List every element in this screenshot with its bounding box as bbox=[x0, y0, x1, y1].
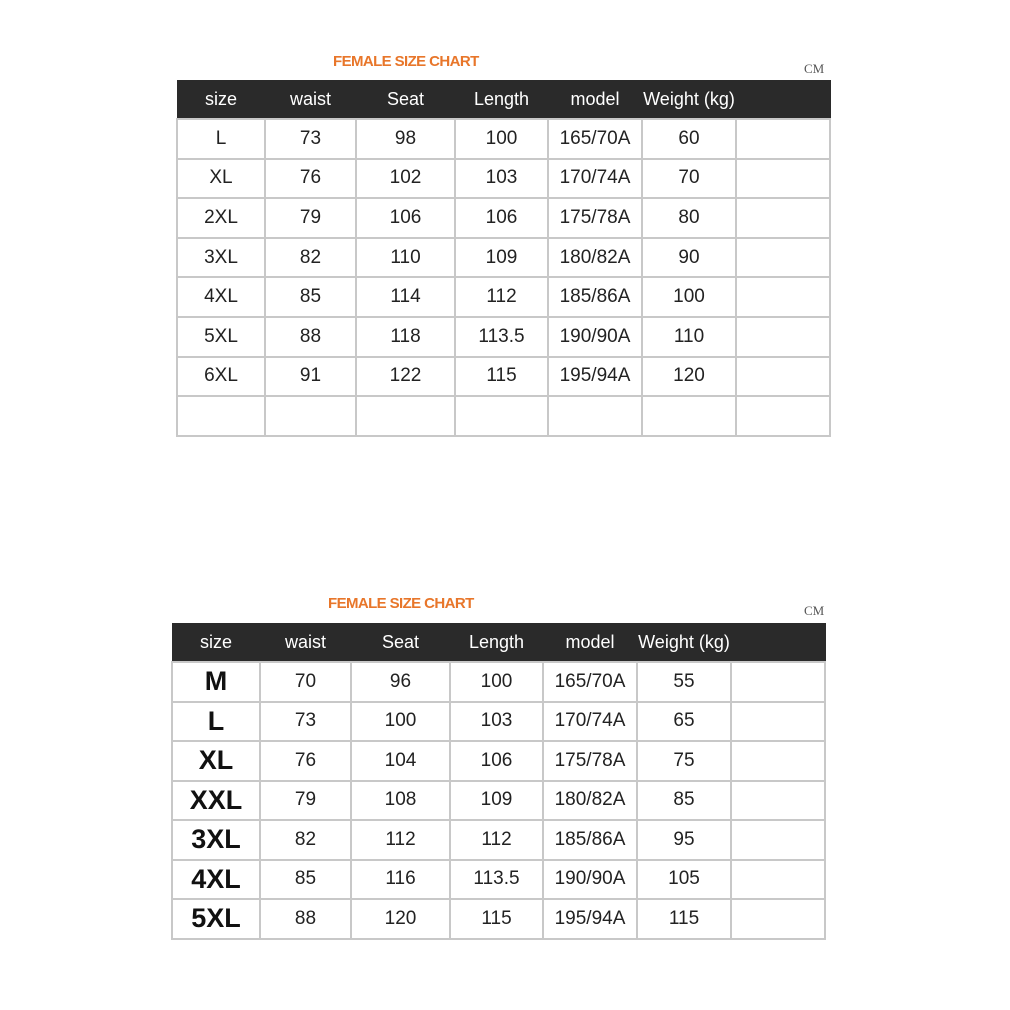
table-cell: 106 bbox=[450, 741, 543, 781]
table-cell: 116 bbox=[351, 860, 450, 900]
table-cell: 103 bbox=[450, 702, 543, 742]
table-cell: 70 bbox=[260, 662, 351, 702]
column-header bbox=[731, 623, 825, 662]
column-header: size bbox=[177, 80, 265, 119]
column-header: size bbox=[172, 623, 260, 662]
size-cell: L bbox=[177, 119, 265, 159]
table-cell: 103 bbox=[455, 159, 548, 199]
table-cell: 100 bbox=[455, 119, 548, 159]
table-cell: 73 bbox=[260, 702, 351, 742]
table-cell: 76 bbox=[260, 741, 351, 781]
table-cell: 95 bbox=[637, 820, 731, 860]
column-header: Weight (kg) bbox=[637, 623, 731, 662]
table-cell: 100 bbox=[642, 277, 736, 317]
table-cell bbox=[736, 198, 830, 238]
table-cell: 114 bbox=[356, 277, 455, 317]
table-cell: 106 bbox=[356, 198, 455, 238]
table-cell bbox=[736, 357, 830, 397]
column-header: Seat bbox=[351, 623, 450, 662]
table-cell: 118 bbox=[356, 317, 455, 357]
size-cell: 4XL bbox=[172, 860, 260, 900]
table-cell: 185/86A bbox=[548, 277, 642, 317]
table-cell: 175/78A bbox=[548, 198, 642, 238]
table-cell: 109 bbox=[450, 781, 543, 821]
table-cell: 98 bbox=[356, 119, 455, 159]
table-cell: 76 bbox=[265, 159, 356, 199]
size-cell: L bbox=[172, 702, 260, 742]
table-cell: 113.5 bbox=[455, 317, 548, 357]
table-header-row bbox=[177, 80, 830, 119]
table-row bbox=[172, 741, 825, 781]
table-cell: 120 bbox=[642, 357, 736, 397]
table-cell: 170/74A bbox=[543, 702, 637, 742]
table-cell: 195/94A bbox=[543, 899, 637, 939]
table-cell bbox=[265, 396, 356, 436]
table-cell: 112 bbox=[351, 820, 450, 860]
table-cell bbox=[455, 396, 548, 436]
table-cell: 165/70A bbox=[543, 662, 637, 702]
table-cell: 175/78A bbox=[543, 741, 637, 781]
column-header: Length bbox=[450, 623, 543, 662]
table-cell: 180/82A bbox=[548, 238, 642, 278]
column-header: Weight (kg) bbox=[642, 80, 736, 119]
table-row bbox=[177, 357, 830, 397]
table-cell: 85 bbox=[637, 781, 731, 821]
table-cell bbox=[736, 119, 830, 159]
table-cell: 110 bbox=[642, 317, 736, 357]
table-cell: 82 bbox=[260, 820, 351, 860]
size-cell: 5XL bbox=[172, 899, 260, 939]
column-header: waist bbox=[260, 623, 351, 662]
size-cell: 4XL bbox=[177, 277, 265, 317]
table-cell: 60 bbox=[642, 119, 736, 159]
table-row bbox=[172, 860, 825, 900]
column-header: model bbox=[543, 623, 637, 662]
table-cell: 79 bbox=[260, 781, 351, 821]
table-cell bbox=[642, 396, 736, 436]
table-cell: 85 bbox=[265, 277, 356, 317]
table-cell bbox=[731, 741, 825, 781]
table-cell bbox=[736, 396, 830, 436]
column-header bbox=[736, 80, 830, 119]
table-row bbox=[177, 119, 830, 159]
table-cell: 79 bbox=[265, 198, 356, 238]
table-cell: 110 bbox=[356, 238, 455, 278]
table-cell bbox=[731, 820, 825, 860]
table-cell bbox=[356, 396, 455, 436]
table-cell: 102 bbox=[356, 159, 455, 199]
table-cell: 91 bbox=[265, 357, 356, 397]
table-cell: 90 bbox=[642, 238, 736, 278]
table-cell: 109 bbox=[455, 238, 548, 278]
table-cell bbox=[731, 702, 825, 742]
table-row bbox=[177, 396, 830, 436]
table-cell bbox=[736, 159, 830, 199]
table-cell bbox=[731, 662, 825, 702]
table-cell bbox=[736, 317, 830, 357]
size-cell: M bbox=[172, 662, 260, 702]
table-cell: 180/82A bbox=[543, 781, 637, 821]
table-cell: 108 bbox=[351, 781, 450, 821]
column-header: Length bbox=[455, 80, 548, 119]
table-cell bbox=[731, 899, 825, 939]
size-cell: 5XL bbox=[177, 317, 265, 357]
table-cell: 73 bbox=[265, 119, 356, 159]
column-header: model bbox=[548, 80, 642, 119]
table-row bbox=[177, 277, 830, 317]
table-row bbox=[177, 159, 830, 199]
table-cell: 115 bbox=[450, 899, 543, 939]
column-header: waist bbox=[265, 80, 356, 119]
table-header-row bbox=[172, 623, 825, 662]
table-cell: 65 bbox=[637, 702, 731, 742]
table-cell: 88 bbox=[260, 899, 351, 939]
table-cell bbox=[731, 781, 825, 821]
table-cell: 165/70A bbox=[548, 119, 642, 159]
table-cell bbox=[548, 396, 642, 436]
unit-label: CM bbox=[804, 61, 825, 76]
table-cell: 170/74A bbox=[548, 159, 642, 199]
table-cell: 112 bbox=[450, 820, 543, 860]
table-cell: 100 bbox=[351, 702, 450, 742]
table-cell: 70 bbox=[642, 159, 736, 199]
table-cell: 190/90A bbox=[548, 317, 642, 357]
table-cell: 55 bbox=[637, 662, 731, 702]
table-cell: 100 bbox=[450, 662, 543, 702]
table-cell: 120 bbox=[351, 899, 450, 939]
table-cell: 113.5 bbox=[450, 860, 543, 900]
size-cell: 6XL bbox=[177, 357, 265, 397]
table-cell: 115 bbox=[455, 357, 548, 397]
table-row bbox=[177, 317, 830, 357]
table-cell: 122 bbox=[356, 357, 455, 397]
chart-title: FEMALE SIZE CHART bbox=[333, 53, 479, 70]
chart-title: FEMALE SIZE CHART bbox=[328, 595, 474, 612]
table-cell: 96 bbox=[351, 662, 450, 702]
table-cell: 190/90A bbox=[543, 860, 637, 900]
table-cell: 88 bbox=[265, 317, 356, 357]
table-cell: 112 bbox=[455, 277, 548, 317]
column-header: Seat bbox=[356, 80, 455, 119]
table-row bbox=[177, 198, 830, 238]
table-cell: 106 bbox=[455, 198, 548, 238]
table-cell: 104 bbox=[351, 741, 450, 781]
table-row bbox=[172, 781, 825, 821]
table-cell: 85 bbox=[260, 860, 351, 900]
size-table bbox=[171, 623, 826, 940]
size-table bbox=[176, 80, 831, 437]
size-cell: XXL bbox=[172, 781, 260, 821]
table-row bbox=[172, 899, 825, 939]
table-cell: 75 bbox=[637, 741, 731, 781]
size-cell: 3XL bbox=[172, 820, 260, 860]
table-cell: 115 bbox=[637, 899, 731, 939]
size-cell: XL bbox=[177, 159, 265, 199]
size-cell: 2XL bbox=[177, 198, 265, 238]
table-row bbox=[172, 820, 825, 860]
size-cell: 3XL bbox=[177, 238, 265, 278]
table-cell bbox=[731, 860, 825, 900]
size-cell bbox=[177, 396, 265, 436]
table-row bbox=[177, 238, 830, 278]
size-cell: XL bbox=[172, 741, 260, 781]
unit-label: CM bbox=[804, 603, 825, 618]
table-row bbox=[172, 662, 825, 702]
table-cell: 185/86A bbox=[543, 820, 637, 860]
table-cell bbox=[736, 238, 830, 278]
table-cell: 195/94A bbox=[548, 357, 642, 397]
table-cell: 82 bbox=[265, 238, 356, 278]
table-cell: 105 bbox=[637, 860, 731, 900]
table-row bbox=[172, 702, 825, 742]
table-cell bbox=[736, 277, 830, 317]
table-cell: 80 bbox=[642, 198, 736, 238]
